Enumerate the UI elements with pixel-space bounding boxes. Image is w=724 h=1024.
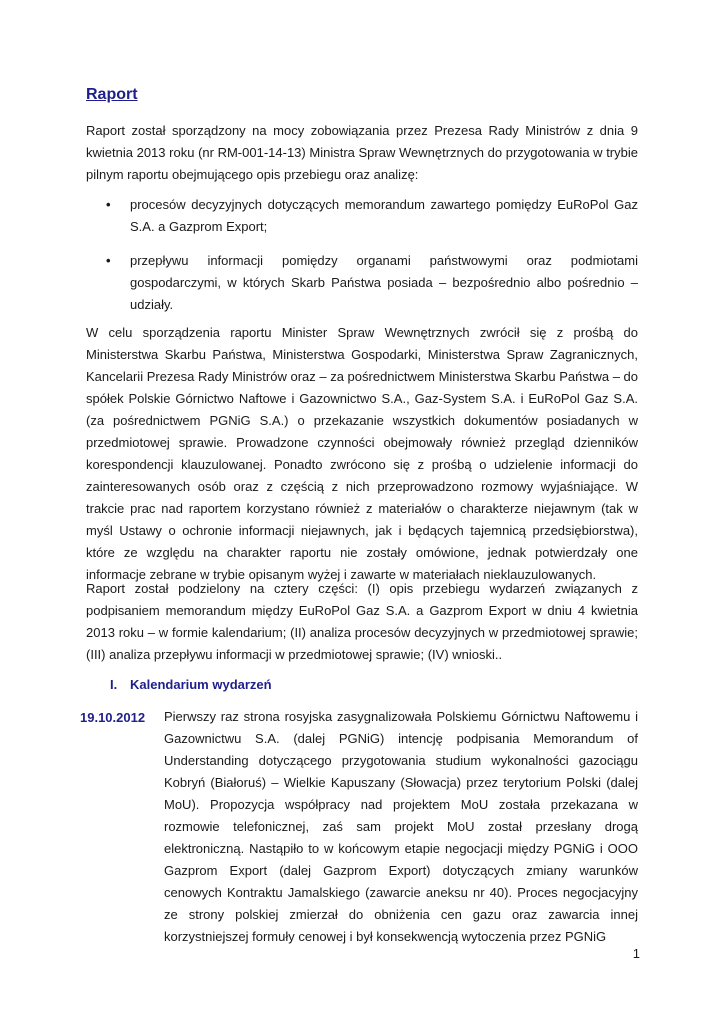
intro-paragraph: Raport został sporządzony na mocy zobowiązania przez Prezesa Rady Ministrów z dnia 9 kwietnia 2013 roku (nr RM-001-14-13) Ministra Spraw Wewnętrznych do przygotowania w trybie pilnym raportu obejmującego opis przebiegu oraz analizę: xyxy=(86,123,638,182)
analysis-bullet-list xyxy=(86,194,638,316)
section-number: I. xyxy=(110,677,118,692)
page-number: 1 xyxy=(632,946,640,961)
section-title: Kalendarium wydarzeń xyxy=(130,677,272,692)
methodology-paragraph: W celu sporządzenia raportu Minister Spraw Wewnętrznych zwrócił się z prośbą do Ministerstwa Skarbu Państwa, Ministerstwa Gospodarki, Ministerstwa Spraw Zagranicznych, Kancelarii Prezesa Rady Ministrów oraz – za pośrednictwem Ministerstwa Skarbu Państwa – do spółek Polskie Górnictwo Naftowe i Gazownictwo S.A., Gaz-System S.A. i EuRoPol Gaz S.A. (za pośrednictwem PGNiG S.A.) o przekazanie wszystkich dokumentów posiadanych w przedmiotowej sprawie. Prowadzone czynności obejmowały również przegląd dzienników korespondencji klauzulowanej. Ponadto zwrócono się z prośbą o udzielenie informacji do zainteresowanych osób oraz z częścią z nich przeprowadzono rozmowy wyjaśniające. W trakcie prac nad raportem korzystano również z materiałów o charakterze niejawnym (tak w myśl Ustawy o ochronie informacji niejawnych, jak i będących tajemnicą przedsiębiorstwa), które ze względu na charakter raportu nie zostały omówione, jednak potwierdzały one informacje zebrane w trybie opisanym wyżej i zawarte w materiałach nieklauzulowanych. xyxy=(86,325,639,582)
bullet-marker: • xyxy=(106,253,111,268)
calendar-entry-date: 19.10.2012 xyxy=(80,710,146,725)
bullet-marker: • xyxy=(106,197,111,212)
section-heading xyxy=(110,677,272,692)
calendar-entry-text: Pierwszy raz strona rosyjska zasygnalizowała Polskiemu Górnictwu Naftowemu i Gazownictwu S.A. (dalej PGNiG) intencję podpisania Memorandum of Understanding dotyczącego przygotowania studium wykonalności gazociągu Kobryń (Białoruś) – Wielkie Kapuszany (Słowacja) przez terytorium Polski (dalej MoU). Propozycja współpracy nad projektem MoU została przekazana w rozmowie telefonicznej, zaś sam projekt MoU został przesłany drogą elektroniczną. Nastąpiło to w końcowym etapie negocjacji między PGNiG i OOO Gazprom Export (dalej Gazprom Export) dotyczących zmiany warunków cenowych Kontraktu Jamalskiego (zawarcie aneksu nr 40). Proces negocjacyjny ze strony polskiej zmierzał do obniżenia cen gazu oraz zawarcia innej korzystniejszej formuły cenowej i był konsekwencją wytoczenia przez PGNiG xyxy=(164,709,638,944)
bullet-item xyxy=(86,250,638,316)
structure-paragraph: Raport został podzielony na cztery części: (I) opis przebiegu wydarzeń związanych z podpisaniem memorandum między EuRoPol Gaz S.A. a Gazprom Export w dniu 4 kwietnia 2013 roku – w formie kalendarium; (II) analiza procesów decyzyjnych w przedmiotowej sprawie; (III) analiza przepływu informacji w przedmiotowej sprawie; (IV) wnioski.. xyxy=(86,581,638,662)
document-title: Raport xyxy=(86,86,138,103)
bullet-text: procesów decyzyjnych dotyczących memorandum zawartego pomiędzy EuRoPol Gaz S.A. a Gazprom Export; xyxy=(130,197,638,234)
bullet-item xyxy=(86,194,638,238)
bullet-text: przepływu informacji pomiędzy organami państwowymi oraz podmiotami gospodarczymi, w których Skarb Państwa posiada – bezpośrednio albo pośrednio – udziały. xyxy=(130,253,638,312)
